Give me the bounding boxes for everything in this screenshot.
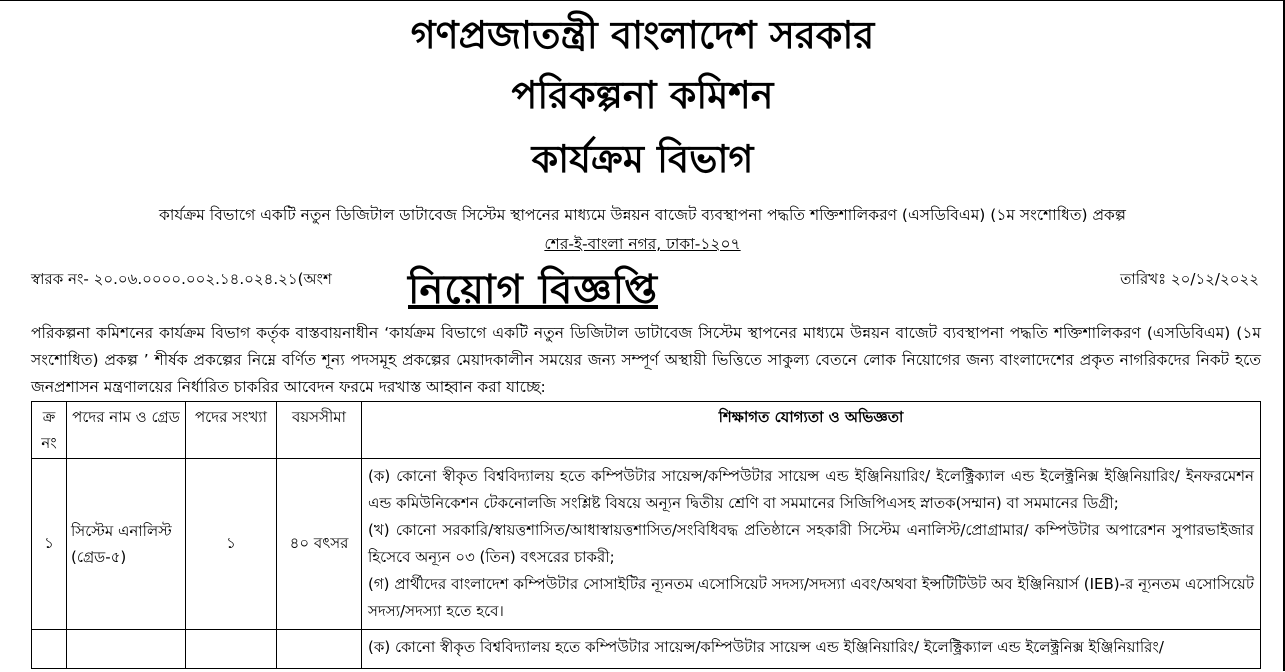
table-row	[32, 630, 1261, 669]
row-post	[67, 630, 186, 669]
project-name: কার্যক্রম বিভাগে একটি নতুন ডিজিটাল ডাটাবেজ সিস্টেম স্থাপনের মাধ্যমে উন্নয়ন বাজেট ব্যবস্থাপনা পদ্ধতি শক্তিশালিকরণ (এসডিবিএম) (১ম সংশোধিত) প্রকল্প	[159, 206, 1126, 224]
row-age: ৪০ বৎসর	[277, 459, 362, 630]
row-serial	[32, 630, 67, 669]
row-qualifications	[362, 459, 1261, 630]
qualification-item: (গ) প্রার্থীদের বাংলাদেশ কম্পিউটার সোসাইটির ন্যূনতম এসোসিয়েট সদস্য/সদস্যা এবং/অথবা ইন্সটিটিউট অব ইঞ্জিনিয়ার্স (IEB)-র ন্যূনতম এসোসিয়েট সদস্য/সদস্যা হতে হবে।	[368, 575, 1254, 620]
qualification-item: (ক) কোনো স্বীকৃত বিশ্ববিদ্যালয় হতে কম্পিউটার সায়েন্স/কম্পিউটার সায়েন্স এন্ড ইঞ্জিনিয়ারিং/ ইলেক্ট্রিক্যাল এন্ড ইলেক্ট্রনিক্স ইঞ্জিনিয়ারিং/	[368, 638, 1164, 656]
qualification-item: (খ) কোনো সরকারি/স্বায়ত্তশাসিত/আধাস্বায়ত্তশাসিত/সংবিধিবদ্ধ প্রতিষ্ঠানে সহকারী সিস্টেম এনালিস্ট/প্রোগ্রামার/ কম্পিউটার অপারেশন সুপারভাইজার হিসেবে অন্যূন ০৩ (তিন) বৎসরের চাকরী;	[368, 521, 1254, 566]
header-count: পদের সংখ্যা	[186, 402, 277, 459]
notice-title: নিয়োগ বিজ্ঞপ্তি	[408, 267, 659, 313]
table-header-row	[32, 402, 1261, 459]
row-serial: ১	[32, 459, 67, 630]
government-title: গণপ্রজাতন্ত্রী বাংলাদেশ সরকার	[410, 13, 875, 57]
row-qualifications	[362, 630, 1261, 669]
row-count	[186, 630, 277, 669]
commission-title: পরিকল্পনা কমিশন	[511, 73, 774, 117]
vacancy-table	[31, 401, 1261, 669]
office-address	[0, 232, 1285, 258]
header-post: পদের নাম ও গ্রেড	[67, 402, 186, 459]
header-age: বয়সসীমা	[277, 402, 362, 459]
row-count: ১	[186, 459, 277, 630]
row-post	[67, 459, 186, 630]
memo-number: স্বারক নং- ২০.০৬.০০০০.০০২.১৪.০২৪.২১(অংশ	[31, 270, 332, 288]
division-title: কার্যক্রম বিভাগ	[531, 137, 754, 181]
table-row	[32, 459, 1261, 630]
post-name: সিস্টেম এনালিস্ট	[71, 522, 172, 540]
post-grade: (গ্রেড-৫)	[71, 548, 127, 566]
qualification-item: (ক) কোনো স্বীকৃত বিশ্ববিদ্যালয় হতে কম্পিউটার সায়েন্স/কম্পিউটার সায়েন্স এন্ড ইঞ্জিনিয়ারিং/ ইলেক্ট্রিক্যাল এন্ড ইলেক্ট্রনিক্স ইঞ্জিনিয়ারিং/ ইনফরমেশন এন্ড কমিউনিকেশন টেকনোলজি সংশ্লিষ্ট বিষয়ে অন্যূন দ্বিতীয় শ্রেণি বা সমমানের সিজিপিএসহ স্নাতক(সম্মান) বা সমমানের ডিগ্রী;	[368, 467, 1254, 512]
header-serial: ক্র নং	[32, 402, 67, 459]
intro-paragraph: পরিকল্পনা কমিশনের কার্যক্রম বিভাগ কর্তৃক বাস্তবায়নাধীন ‘কার্যক্রম বিভাগে একটি নতুন ডিজিটাল ডাটাবেজ সিস্টেম স্থাপনের মাধ্যমে উন্নয়ন বাজেট ব্যবস্থাপনা পদ্ধতি শক্তিশালিকরণ (এসডিবিএম) (১ম সংশোধিত) প্রকল্প ’ শীর্ষক প্রকল্পের নিম্নে বর্ণিত শূন্য পদসমূহ প্রকল্পের মেয়াদকালীন সময়ের জন্য সম্পূর্ণ অস্থায়ী ভিত্তিতে সাকুল্য বেতনে লোক নিয়োগের জন্য বাংলাদেশের প্রকৃত নাগরিকদের নিকট হতে জনপ্রশাসন মন্ত্রণালয়ের নির্ধারিত চাকরির আবেদন ফরমে দরখাস্ত আহ্বান করা যাচ্ছে:	[31, 324, 1261, 396]
notice-date: তারিখঃ ২০/১২/২০২২	[1120, 270, 1259, 288]
header-qualification: শিক্ষাগত যোগ্যতা ও অভিজ্ঞতা	[362, 402, 1261, 459]
address-text: শের-ই-বাংলা নগর, ঢাকা-১২০৭	[544, 235, 741, 253]
row-age	[277, 630, 362, 669]
